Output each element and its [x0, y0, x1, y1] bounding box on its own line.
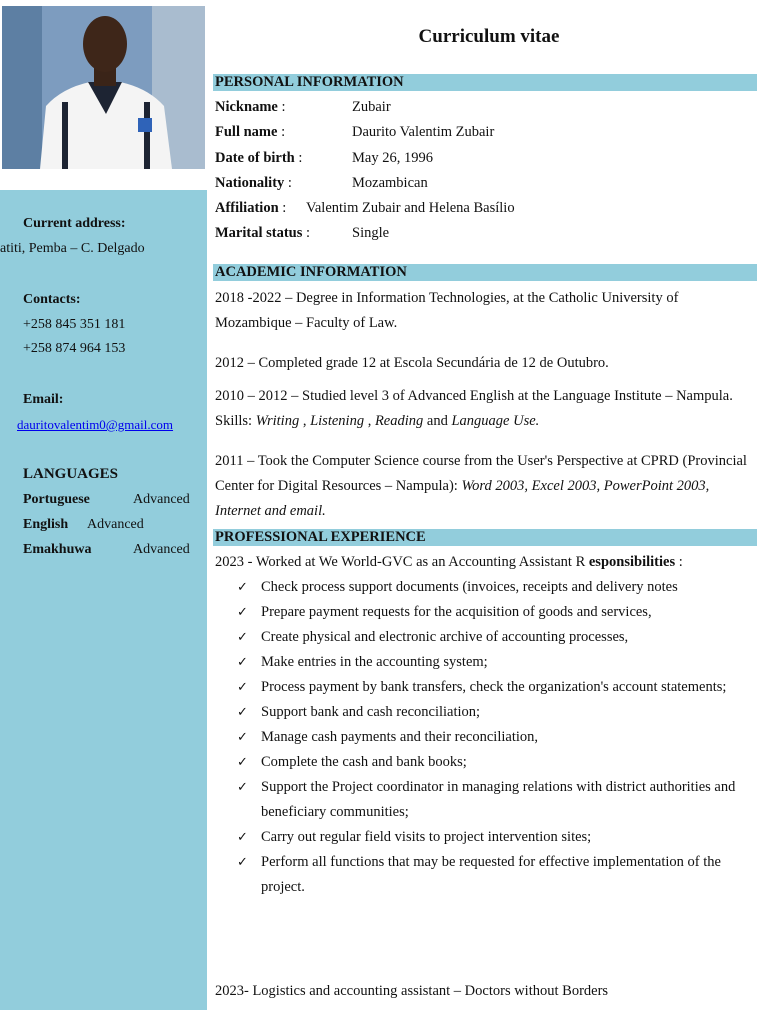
duty-text: Check process support documents (invoices, receipts and delivery notes	[261, 579, 678, 595]
affiliation-separator: :	[278, 200, 287, 216]
job-intro-text: 2023 - Worked at We World-GVC as an Accounting Assistant R	[215, 554, 586, 570]
language-level-emakhuwa: Advanced	[133, 542, 190, 557]
check-icon: ✓	[237, 730, 248, 745]
check-icon: ✓	[237, 830, 248, 845]
skill-reading: Reading	[374, 413, 424, 429]
address-label: Current address:	[23, 216, 126, 231]
check-icon: ✓	[237, 780, 248, 795]
language-level-portuguese: Advanced	[133, 492, 190, 507]
nickname-row	[215, 99, 286, 116]
duty-text: Complete the cash and bank books;	[261, 754, 467, 770]
list-item	[215, 750, 760, 775]
fullname-label: Full name	[215, 124, 278, 140]
duty-text: Make entries in the accounting system;	[261, 654, 488, 670]
phone-2: +258 874 964 153	[23, 341, 126, 356]
check-icon: ✓	[237, 605, 248, 620]
marital-label: Marital status	[215, 225, 303, 241]
list-item	[215, 650, 760, 675]
languages-heading: LANGUAGES	[23, 466, 119, 482]
fullname-row	[215, 124, 285, 141]
academic-entry-english: 2010 – 2012 – Studied level 3 of Advanced English at the Language Institute – Nampula. Skills: Writing , Listening , Reading and Language Use.	[215, 388, 733, 429]
duty-text: Carry out regular field visits to project intervention sites;	[261, 829, 592, 845]
fullname-separator: :	[277, 124, 286, 140]
check-icon: ✓	[237, 580, 248, 595]
computer-course-tools: Word 2003, Excel 2003, PowerPoint 2003, Internet and email.	[215, 478, 710, 519]
language-name-english: English	[23, 517, 69, 532]
duty-text: Manage cash payments and their reconciliation,	[261, 729, 539, 745]
personal-info-heading: PERSONAL INFORMATION	[213, 74, 757, 91]
contacts-label: Contacts:	[23, 292, 81, 307]
email-link[interactable]: dauritovalentim0@gmail.com	[17, 417, 174, 432]
list-item	[215, 725, 760, 750]
list-item	[215, 700, 760, 725]
fullname-value: Daurito Valentim Zubair	[352, 124, 495, 140]
address-value: atiti, Pemba – C. Delgado	[0, 241, 145, 256]
academic-info-heading: ACADEMIC INFORMATION	[213, 264, 757, 281]
skill-listening: Listening	[310, 413, 365, 429]
skill-and: and	[426, 413, 448, 429]
nationality-value: Mozambican	[352, 175, 428, 191]
nickname-label: Nickname	[215, 99, 278, 115]
dob-value: May 26, 1996	[352, 150, 433, 166]
next-role: 2023- Logistics and accounting assistant – Doctors without Borders	[215, 983, 609, 999]
list-item	[215, 825, 760, 850]
page-title: Curriculum vitae	[418, 26, 560, 47]
job-intro	[215, 554, 683, 571]
nationality-row	[215, 175, 292, 192]
affiliation-row	[215, 200, 286, 217]
check-icon: ✓	[237, 855, 248, 870]
list-item	[215, 625, 760, 650]
skill-writing: Writing	[255, 413, 300, 429]
affiliation-value: Valentim Zubair and Helena Basílio	[306, 200, 515, 216]
marital-separator: :	[302, 225, 311, 241]
english-course-text: 2010 – 2012 – Studied level 3 of Advanced English at the Language Institute – Nampula. Skills:	[215, 388, 733, 429]
language-name-portuguese: Portuguese	[23, 492, 90, 507]
nationality-label: Nationality	[215, 175, 285, 191]
marital-value: Single	[352, 225, 390, 241]
check-icon: ✓	[237, 705, 248, 720]
check-icon: ✓	[237, 755, 248, 770]
profile-photo	[2, 6, 205, 169]
duty-text: Perform all functions that may be requested for effective implementation of the project.	[261, 854, 721, 895]
professional-experience-heading: PROFESSIONAL EXPERIENCE	[213, 529, 757, 546]
list-item	[215, 575, 760, 600]
duty-text: Create physical and electronic archive of accounting processes,	[261, 629, 629, 645]
sidebar	[0, 190, 207, 1010]
dob-row	[215, 150, 302, 167]
duty-text: Process payment by bank transfers, check the organization's account statements;	[261, 679, 727, 695]
affiliation-label: Affiliation	[215, 200, 279, 216]
list-item	[215, 675, 760, 700]
dob-label: Date of birth	[215, 150, 295, 166]
email-label: Email:	[23, 392, 64, 407]
job-intro-responsibilities: esponsibilities	[585, 554, 676, 570]
job-intro-colon: :	[675, 554, 683, 570]
academic-entry-computer	[215, 449, 755, 524]
language-name-emakhuwa: Emakhuwa	[23, 542, 92, 557]
duty-text: Support bank and cash reconciliation;	[261, 704, 481, 720]
dob-separator: :	[294, 150, 303, 166]
duty-text: Support the Project coordinator in managing relations with district authorities and beneficiary communities;	[261, 779, 736, 820]
marital-row	[215, 225, 310, 242]
academic-entry-grade12: 2012 – Completed grade 12 at Escola Secundária de 12 de Outubro.	[215, 355, 609, 371]
list-item	[215, 850, 760, 900]
check-icon: ✓	[237, 630, 248, 645]
nickname-separator: :	[277, 99, 286, 115]
check-icon: ✓	[237, 655, 248, 670]
skill-language-use: Language Use.	[451, 413, 540, 429]
nickname-value: Zubair	[352, 99, 391, 115]
academic-entry-degree: 2018 -2022 – Degree in Information Technologies, at the Catholic University of Mozambique – Faculty of Law.	[215, 290, 679, 331]
nationality-separator: :	[284, 175, 292, 191]
phone-1: +258 845 351 181	[23, 317, 126, 332]
list-item	[215, 600, 760, 625]
check-icon: ✓	[237, 680, 248, 695]
duty-text: Prepare payment requests for the acquisition of goods and services,	[261, 604, 652, 620]
duties-list	[215, 575, 760, 900]
language-level-english: Advanced	[87, 517, 144, 532]
list-item	[215, 775, 760, 825]
computer-course-text: 2011 – Took the Computer Science course from the User's Perspective at CPRD (Provincial Center for Digital Resources – Nampula):	[215, 453, 747, 494]
